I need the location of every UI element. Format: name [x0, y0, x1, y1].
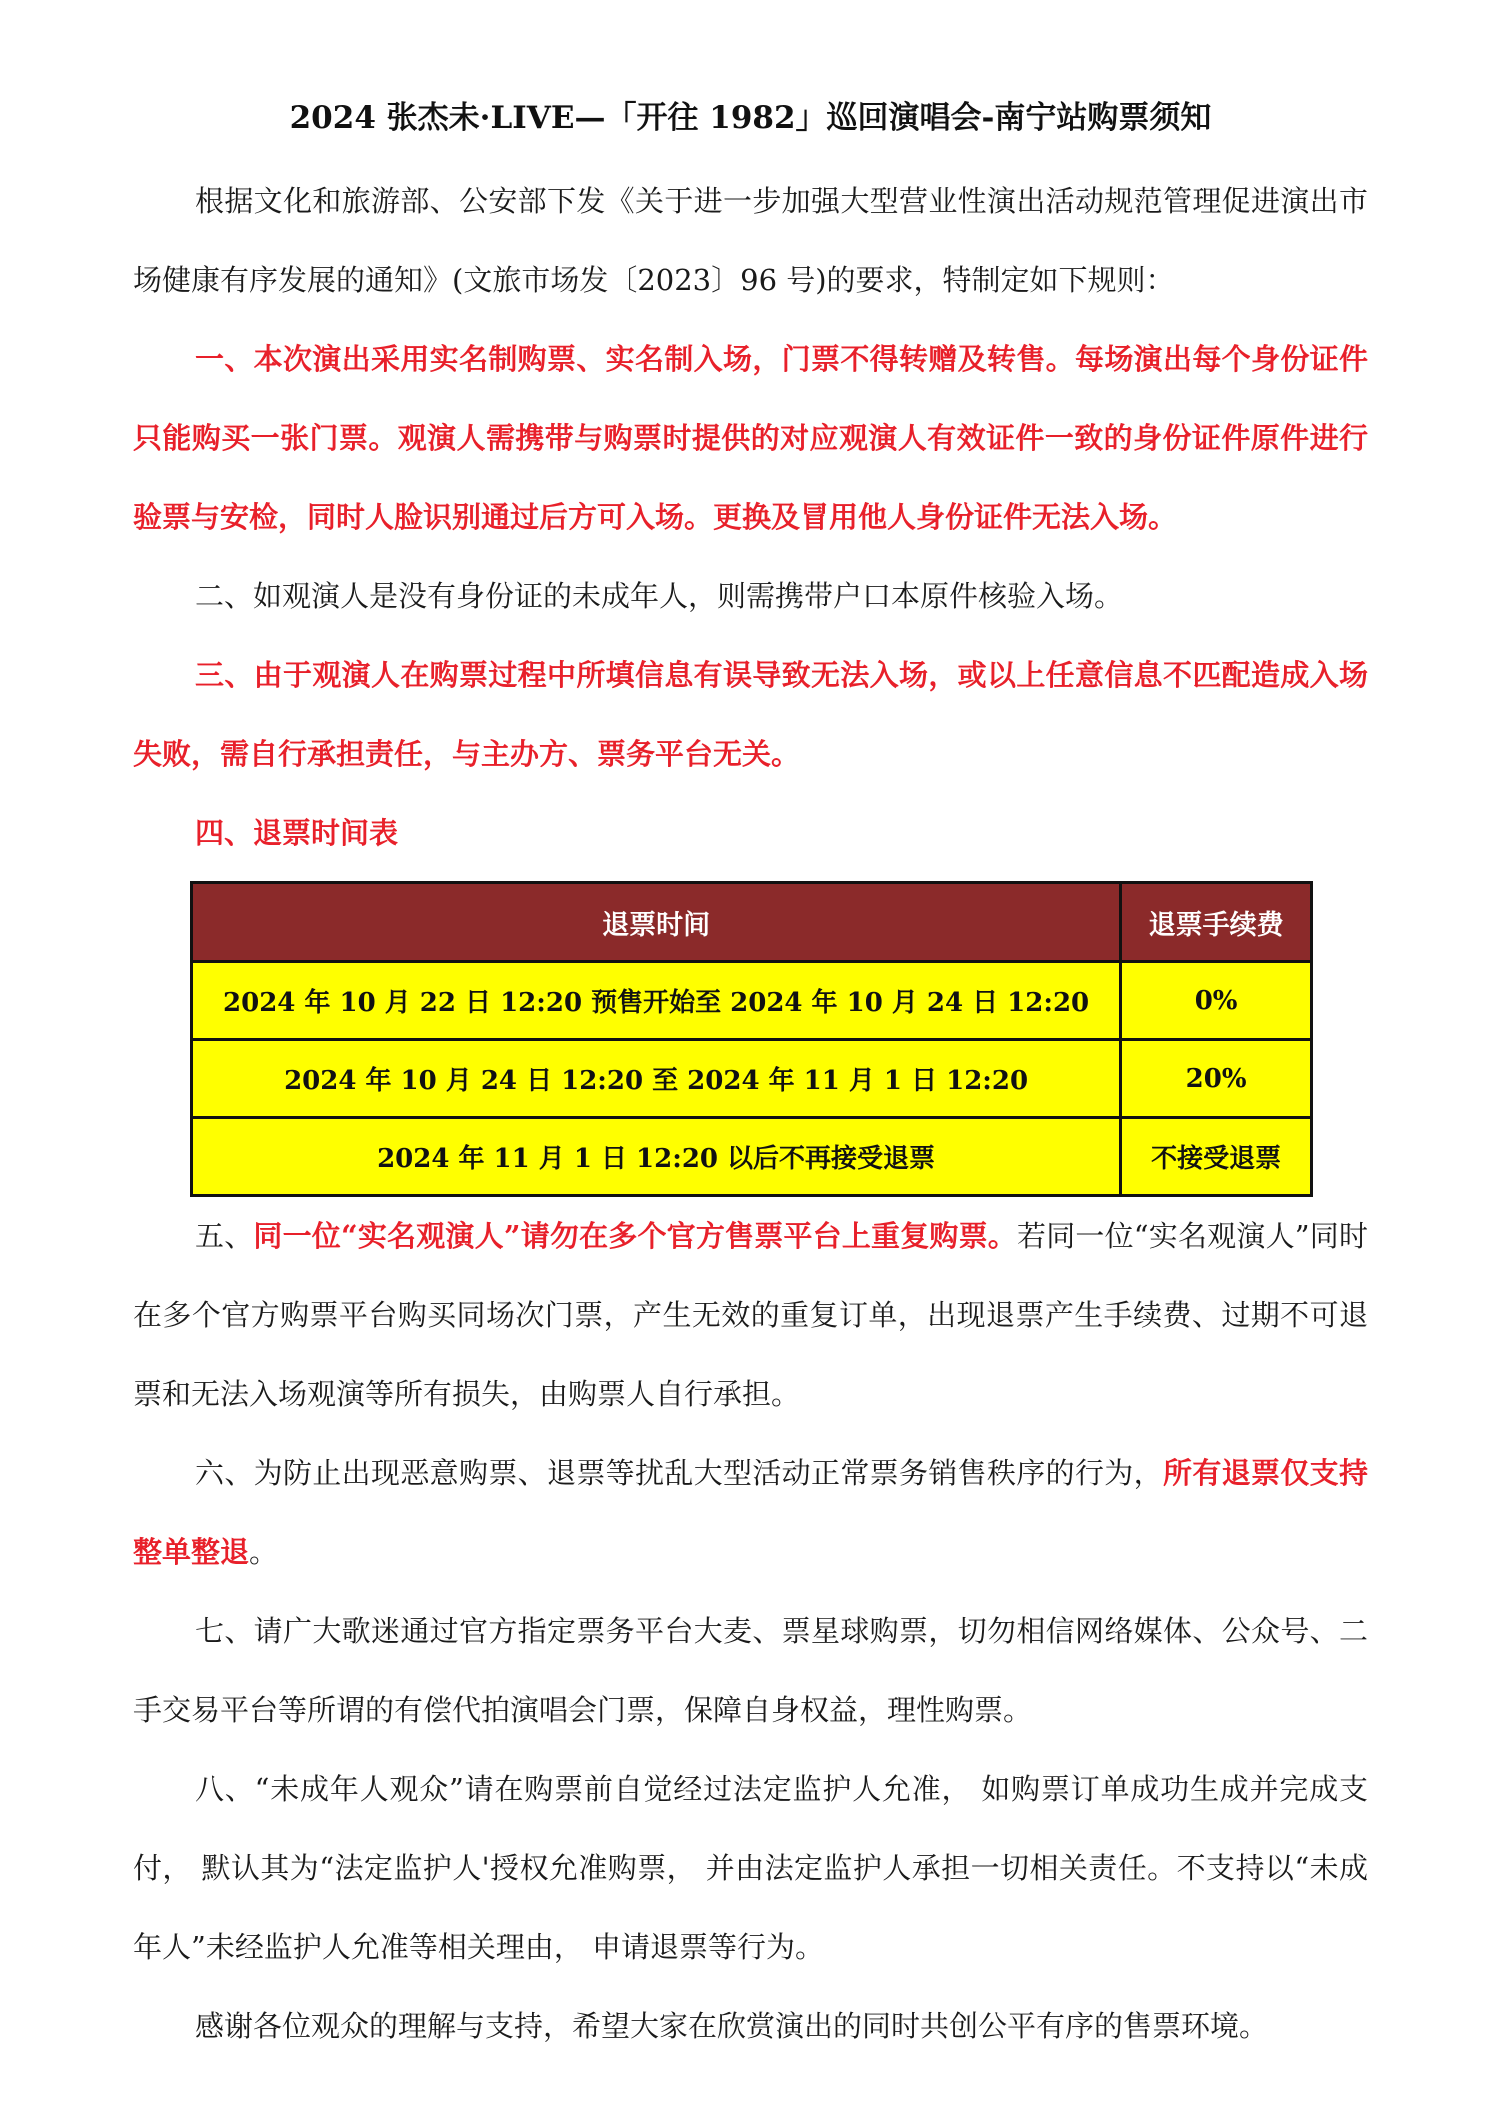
table-header-row — [192, 883, 1312, 962]
rule-5-paragraph — [133, 1197, 1368, 1434]
intro-paragraph: 根据文化和旅游部、公安部下发《关于进一步加强大型营业性演出活动规范管理促进演出市场健康有序发展的通知》(文旅市场发〔2023〕96 号)的要求，特制定如下规则： — [133, 184, 1368, 297]
table-row — [192, 962, 1312, 1040]
notice-document — [133, 92, 1368, 2066]
rule-5-emphasis: 同一位“实名观演人”请勿在多个官方售票平台上重复购票。 — [253, 1219, 1017, 1253]
refund-fee-cell: 0% — [1121, 962, 1312, 1040]
closing-paragraph: 感谢各位观众的理解与支持，希望大家在欣赏演出的同时共创公平有序的售票环境。 — [195, 2009, 1269, 2043]
rule-6-suffix: 。 — [249, 1535, 279, 1569]
refund-time-cell: 2024 年 10 月 24 日 12:20 至 2024 年 11 月 1 日 12:20 — [192, 1040, 1121, 1118]
rule-5-prefix: 五、 — [195, 1219, 254, 1253]
column-header-refund-fee: 退票手续费 — [1121, 883, 1312, 962]
rule-8-paragraph: 八、“未成年人观众”请在购票前自觉经过法定监护人允准， 如购票订单成功生成并完成支付， 默认其为“法定监护人'授权允准购票， 并由法定监护人承担一切相关责任。不支持以“未成年人”未经监护人允准等相关理由， 申请退票等行为。 — [133, 1772, 1368, 1964]
rule-6-prefix: 六、为防止出现恶意购票、退票等扰乱大型活动正常票务销售秩序的行为， — [195, 1456, 1163, 1490]
refund-schedule-table — [190, 881, 1313, 1197]
refund-time-cell: 2024 年 11 月 1 日 12:20 以后不再接受退票 — [192, 1118, 1121, 1196]
rule-5-body: 若同一位“实名观演人”同时在多个官方购票平台购买同场次门票，产生无效的重复订单，出现退票产生手续费、过期不可退票和无法入场观演等所有损失，由购票人自行承担。 — [133, 1219, 1368, 1411]
refund-time-cell: 2024 年 10 月 22 日 12:20 预售开始至 2024 年 10 月 24 日 12:20 — [192, 962, 1121, 1040]
rule-1-paragraph: 一、本次演出采用实名制购票、实名制入场，门票不得转赠及转售。每场演出每个身份证件只能购买一张门票。观演人需携带与购票时提供的对应观演人有效证件一致的身份证件原件进行验票与安检，同时人脸识别通过后方可入场。更换及冒用他人身份证件无法入场。 — [133, 342, 1368, 534]
document-title: 2024 张杰未·LIVE—「开往 1982」巡回演唱会-南宁站购票须知 — [289, 100, 1212, 136]
refund-schedule-table-wrapper — [190, 881, 1313, 1197]
rule-2-paragraph: 二、如观演人是没有身份证的未成年人，则需携带户口本原件核验入场。 — [195, 579, 1124, 613]
column-header-refund-time: 退票时间 — [192, 883, 1121, 962]
rule-7-paragraph: 七、请广大歌迷通过官方指定票务平台大麦、票星球购票，切勿相信网络媒体、公众号、二手交易平台等所谓的有偿代拍演唱会门票，保障自身权益，理性购票。 — [133, 1614, 1368, 1727]
refund-fee-cell: 20% — [1121, 1040, 1312, 1118]
rule-3-paragraph: 三、由于观演人在购票过程中所填信息有误导致无法入场，或以上任意信息不匹配造成入场失败，需自行承担责任，与主办方、票务平台无关。 — [133, 658, 1368, 771]
refund-fee-cell: 不接受退票 — [1121, 1118, 1312, 1196]
rule-4-heading: 四、退票时间表 — [195, 816, 399, 850]
rule-6-paragraph — [133, 1434, 1368, 1592]
table-row — [192, 1118, 1312, 1196]
rule-6-emphasis: 所有退票仅支持整单整退 — [133, 1456, 1368, 1569]
table-row — [192, 1040, 1312, 1118]
